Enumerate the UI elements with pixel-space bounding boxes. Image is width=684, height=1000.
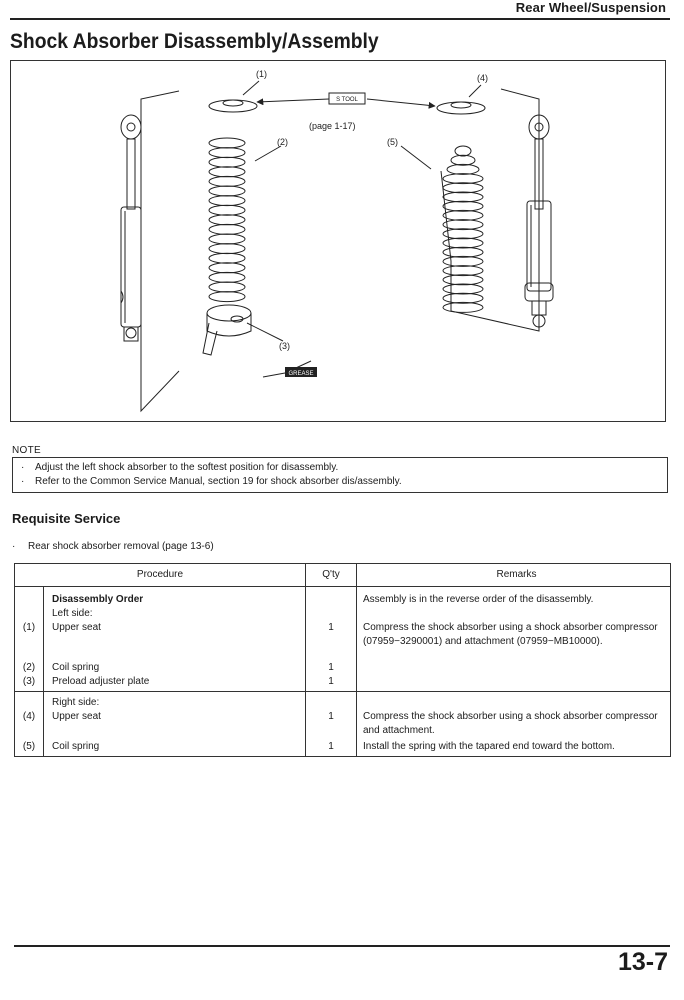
table-row xyxy=(15,661,671,675)
spring-coil xyxy=(209,148,245,158)
page-title: Shock Absorber Disassembly/Assembly xyxy=(10,30,379,53)
note-item-text: Refer to the Common Service Manual, section 19 for shock absorber dis/assembly. xyxy=(35,476,402,487)
row-qty: 1 xyxy=(306,621,357,661)
spring-coil xyxy=(443,247,483,257)
spring-coil xyxy=(209,176,245,186)
note-item: · Adjust the left shock absorber to the softest position for disassembly. xyxy=(21,462,339,473)
spring-coil xyxy=(209,272,245,282)
requisite-service-text: Rear shock absorber removal (page 13-6) xyxy=(28,541,214,552)
callout-4: (4) xyxy=(477,73,488,83)
spring-coil xyxy=(443,284,483,294)
row-procedure: Upper seat xyxy=(44,710,306,740)
spring-coil xyxy=(443,192,483,202)
spring-coil xyxy=(443,256,483,266)
left-coil-spring xyxy=(209,138,245,302)
row-procedure: Coil spring xyxy=(44,740,306,757)
note-item-text: Adjust the left shock absorber to the softest position for disassembly. xyxy=(35,462,339,473)
row-number: (5) xyxy=(15,740,44,757)
table-row xyxy=(15,675,671,692)
spring-coil xyxy=(443,229,483,239)
order-title: Disassembly Order xyxy=(52,594,144,605)
row-number: (2) xyxy=(15,661,44,675)
spring-coil xyxy=(443,220,483,230)
spring-coil xyxy=(451,155,475,165)
row-number: (4) xyxy=(15,710,44,740)
grease-label: GREASE xyxy=(288,371,314,377)
row-remarks: Compress the shock absorber using a shock absorber compressor and attachment. xyxy=(357,710,671,740)
spring-coil xyxy=(209,167,245,177)
left-upper-seat xyxy=(209,100,257,112)
callout-2: (2) xyxy=(277,137,288,147)
left-side-label: Left side: xyxy=(52,608,93,619)
spring-coil xyxy=(209,282,245,292)
table-row xyxy=(15,740,671,757)
spring-coil xyxy=(443,302,483,312)
spring-coil xyxy=(443,275,483,285)
footer-rule xyxy=(14,945,670,947)
procedure-table xyxy=(14,563,671,757)
spring-coil xyxy=(209,196,245,206)
left-shock-absorber xyxy=(121,115,141,341)
qty-header: Q'ty xyxy=(306,564,357,587)
table-header-row xyxy=(15,564,671,587)
callout-5: (5) xyxy=(387,137,398,147)
row-procedure: Upper seat xyxy=(44,621,306,661)
spring-coil xyxy=(209,253,245,263)
requisite-service-heading: Requisite Service xyxy=(12,511,121,526)
left-frame-line xyxy=(141,91,179,411)
page-number: 13-7 xyxy=(617,948,668,976)
spring-coil xyxy=(209,138,245,148)
row-qty: 1 xyxy=(306,675,357,692)
table-row xyxy=(15,587,671,622)
row-remarks xyxy=(357,675,671,692)
note-box xyxy=(12,457,668,493)
right-side-label: Right side: xyxy=(44,692,306,711)
spring-coil xyxy=(209,234,245,244)
table-row xyxy=(15,621,671,661)
special-tool-label: S TOOL xyxy=(336,97,358,103)
spring-coil xyxy=(443,174,483,184)
spring-coil xyxy=(455,146,471,156)
spring-coil xyxy=(443,266,483,276)
spring-coil xyxy=(209,205,245,215)
spring-coil xyxy=(209,186,245,196)
requisite-service-item: · Rear shock absorber removal (page 13-6) xyxy=(12,541,214,552)
preload-adjuster-plate xyxy=(203,305,251,355)
page-reference: (page 1-17) xyxy=(309,121,356,131)
procedure-header: Procedure xyxy=(15,564,306,587)
row-procedure: Preload adjuster plate xyxy=(44,675,306,692)
row-qty: 1 xyxy=(306,710,357,740)
row-qty: 1 xyxy=(306,740,357,757)
callout-3: (3) xyxy=(279,341,290,351)
row-remarks: Install the spring with the tapared end toward the bottom. xyxy=(357,740,671,757)
table-row xyxy=(15,692,671,711)
right-coil-spring xyxy=(443,146,483,312)
note-label: NOTE xyxy=(12,445,41,456)
row-remarks: Compress the shock absorber using a shock absorber compressor (07959−3290001) and attachment (07959−MB10000). xyxy=(357,621,671,661)
diagram-svg xyxy=(11,61,667,423)
callout-1: (1) xyxy=(256,69,267,79)
spring-coil xyxy=(443,293,483,303)
section-header-title: Rear Wheel/Suspension xyxy=(515,0,666,15)
row-procedure: Coil spring xyxy=(44,661,306,675)
spring-coil xyxy=(209,157,245,167)
table-row xyxy=(15,710,671,740)
spring-coil xyxy=(209,292,245,302)
spring-coil xyxy=(443,210,483,220)
row-qty: 1 xyxy=(306,661,357,675)
header-rule xyxy=(10,18,670,20)
row-number: (3) xyxy=(15,675,44,692)
row-remarks xyxy=(357,661,671,675)
spring-coil xyxy=(443,201,483,211)
row-number: (1) xyxy=(15,621,44,661)
exploded-diagram xyxy=(10,60,666,422)
remarks-header: Remarks xyxy=(357,564,671,587)
spring-coil xyxy=(209,263,245,273)
spring-coil xyxy=(209,244,245,254)
spring-coil xyxy=(209,215,245,225)
right-upper-seat xyxy=(437,102,485,114)
order-remark: Assembly is in the reverse order of the disassembly. xyxy=(357,587,671,622)
spring-coil xyxy=(443,183,483,193)
spring-coil xyxy=(209,224,245,234)
note-item: · Refer to the Common Service Manual, section 19 for shock absorber dis/assembly. xyxy=(21,476,402,487)
spring-coil xyxy=(447,164,479,174)
